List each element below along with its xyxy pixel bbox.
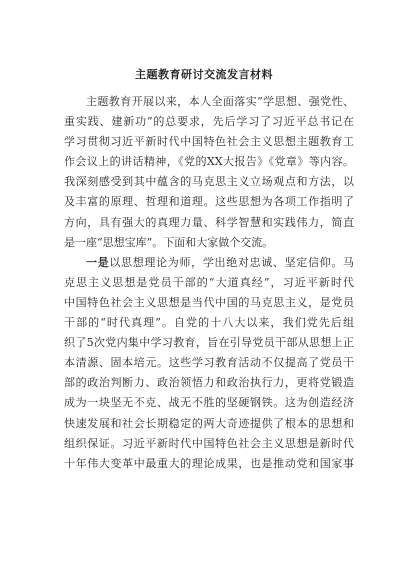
paragraph-2-line: 克思主义思想是党员干部的“大道真经”，习近平新时代 xyxy=(64,275,354,289)
paragraph-1-line: 我深刻感受到其中蕴含的马克思主义立场观点和方法，以 xyxy=(64,175,354,189)
paragraph-2-line: 十年伟大变革中最重大的理论成果，也是推动党和国家事 xyxy=(64,456,354,470)
paragraph-1-line: 方向，具有强大的真理力量、科学智慧和实践伟力，简直 xyxy=(64,215,354,229)
paragraph-1-line: 学习贯彻习近平新时代中国特色社会主义思想主题教育工 xyxy=(64,135,354,149)
paragraph-2-first-line-rest: 以思想理论为师，学出绝对忠诚、坚定信仰。马 xyxy=(109,255,354,269)
document-title: 主题教育研讨交流发言材料 xyxy=(135,68,273,81)
paragraph-2-line: 中国特色社会主义思想是当代中国的马克思主义，是党员 xyxy=(64,295,354,309)
paragraph-1-line: 及丰富的原理、哲理和道理。这些思想为各项工作指明了 xyxy=(64,195,354,209)
paragraph-2-line: 织了5次党内集中学习教育，旨在引导党员干部从思想上正 xyxy=(64,336,354,350)
paragraph-2-lead: 一是 xyxy=(86,255,110,269)
paragraph-2-first-line xyxy=(64,253,354,273)
paragraph-2-line: 组织保证。习近平新时代中国特色社会主义思想是新时代 xyxy=(64,436,354,450)
paragraph-1-line: 重实践、建新功”的总要求，先后学习了习近平总书记在 xyxy=(64,115,354,129)
paragraph-2-line: 本清源、固本培元。这些学习教育活动不仅提高了党员干 xyxy=(64,356,354,370)
paragraph-1-line: 是一座“思想宝库”。下面和大家做个交流。 xyxy=(64,235,274,249)
paragraph-2-line: 成为一块坚无不克、战无不胜的坚硬钢铁。这为创造经济 xyxy=(64,396,354,410)
paragraph-2-line: 部的政治判断力、政治领悟力和政治执行力，更将党锻造 xyxy=(64,376,354,390)
document-body xyxy=(64,92,354,474)
paragraph-1-line: 主题教育开展以来，本人全面落实”学思想、强党性、 xyxy=(86,95,354,108)
paragraph-2-line: 快速发展和社会长期稳定的两大奇迹提供了根本的思想和 xyxy=(64,416,354,430)
paragraph-2-line: 干部的“时代真理”。自党的十八大以来，我们党先后组 xyxy=(64,316,354,330)
paragraph-1-line: 作会议上的讲话精神，《党的XX大报告》《党章》等内容。 xyxy=(64,155,354,169)
